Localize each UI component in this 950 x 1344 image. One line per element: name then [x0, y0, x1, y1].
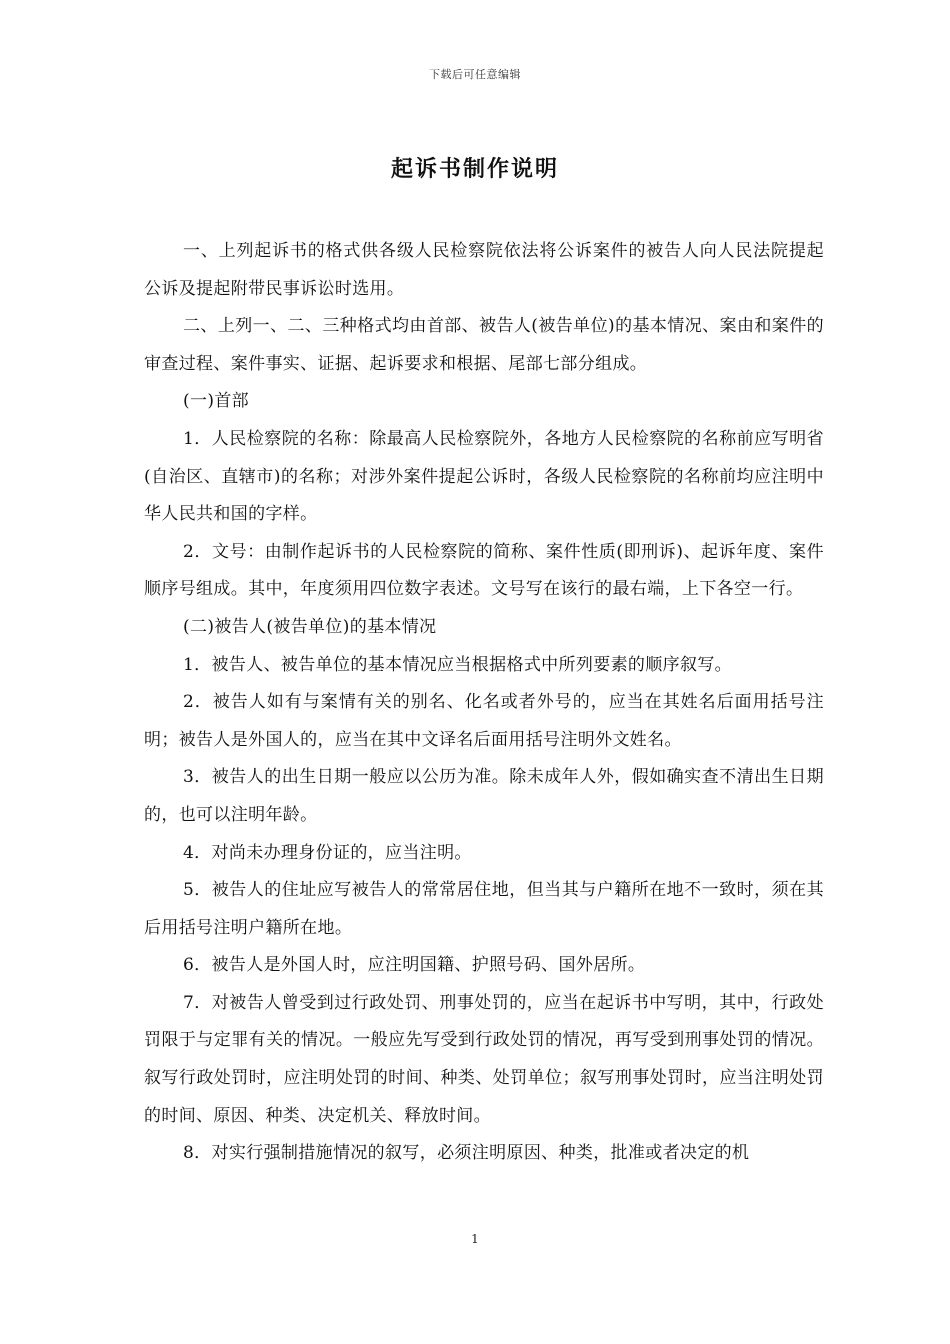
paragraph-9: 5．被告人的住址应写被告人的常常居住地，但当其与户籍所在地不一致时，须在其后用括号注明户籍所在地。	[144, 880, 824, 938]
paragraph-12: 8．对实行强制措施情况的叙写，必须注明原因、种类，批准或者决定的机	[183, 1143, 750, 1164]
paragraph-1: 一、上列起诉书的格式供各级人民检察院依法将公诉案件的被告人向人民法院提起公诉及提起附带民事诉讼时选用。	[144, 241, 824, 299]
header-note: 下载后可任意编辑	[429, 68, 521, 81]
paragraph-10: 6．被告人是外国人时，应注明国籍、护照号码、国外居所。	[183, 955, 646, 976]
paragraph-6: 2．被告人如有与案情有关的别名、化名或者外号的，应当在其姓名后面用括号注明；被告人是外国人的，应当在其中文译名后面用括号注明外文姓名。	[144, 692, 824, 750]
page-number: 1	[471, 1232, 479, 1246]
paragraph-4: 2．文号：由制作起诉书的人民检察院的简称、案件性质(即刑诉)、起诉年度、案件顺序号组成。其中，年度须用四位数字表述。文号写在该行的最右端，上下各空一行。	[144, 541, 824, 600]
section-heading-2: (二)被告人(被告单位)的基本情况	[183, 616, 437, 637]
paragraph-5: 1．被告人、被告单位的基本情况应当根据格式中所列要素的顺序叙写。	[183, 654, 733, 675]
section-heading-1: (一)首部	[183, 391, 250, 412]
paragraph-7: 3．被告人的出生日期一般应以公历为准。除未成年人外，假如确实查不清出生日期的，也可以注明年龄。	[144, 767, 824, 825]
document-title: 起诉书制作说明	[390, 157, 559, 182]
paragraph-11: 7．对被告人曾受到过行政处罚、刑事处罚的，应当在起诉书中写明，其中，行政处罚限于与定罪有关的情况。一般应先写受到行政处罚的情况，再写受到刑事处罚的情况。叙写行政处罚时，应注明处罚的时间、种类、处罚单位；叙写刑事处罚时，应当注明处罚的时间、原因、种类、决定机关、释放时间。	[144, 992, 824, 1126]
paragraph-3: 1．人民检察院的名称：除最高人民检察院外，各地方人民检察院的名称前应写明省(自治区、直辖市)的名称；对涉外案件提起公诉时，各级人民检察院的名称前均应注明中华人民共和国的字样。	[144, 428, 824, 525]
document-body	[144, 233, 824, 1173]
paragraph-2: 二、上列一、二、三种格式均由首部、被告人(被告单位)的基本情况、案由和案件的审查过程、案件事实、证据、起诉要求和根据、尾部七部分组成。	[144, 316, 824, 374]
paragraph-8: 4．对尚未办理身份证的，应当注明。	[183, 842, 472, 863]
